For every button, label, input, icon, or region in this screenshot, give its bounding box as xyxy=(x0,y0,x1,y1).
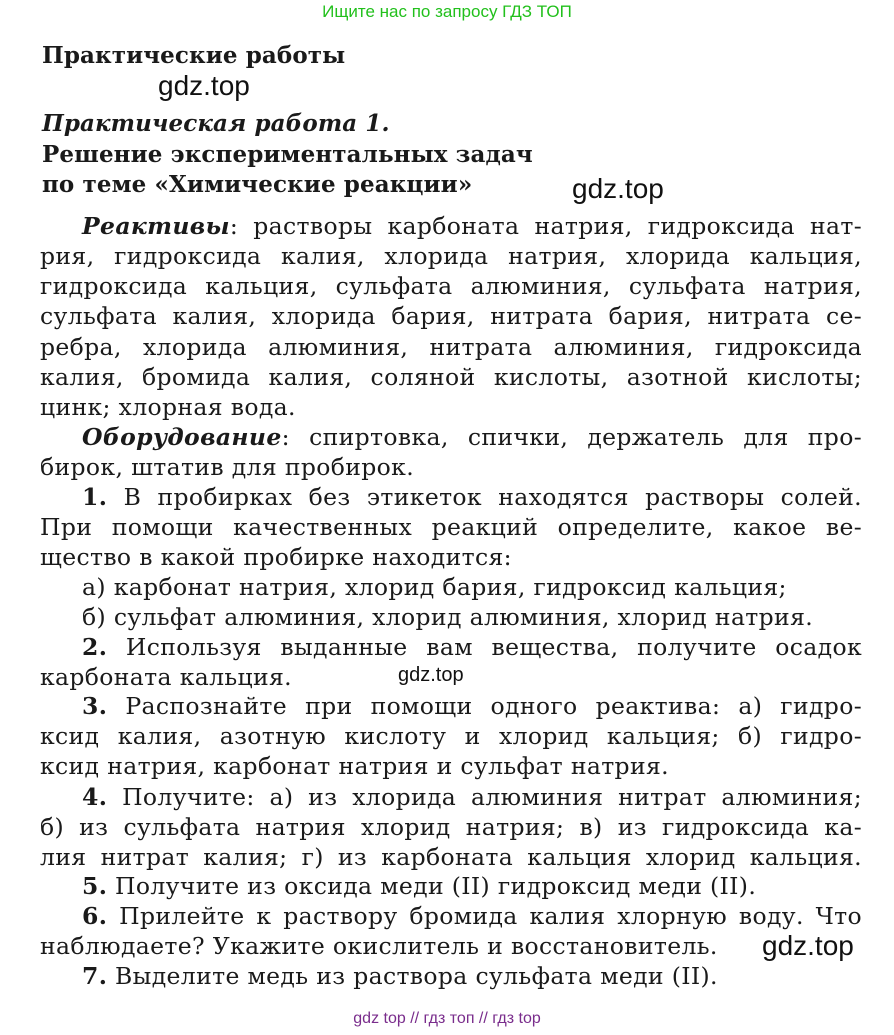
footer-watermark: gdz top // гдз топ // гдз top xyxy=(353,1010,541,1027)
task-line xyxy=(82,692,862,720)
reagents-line: ребра, хлорида алюминия, нитрата алюминия, гидроксида xyxy=(40,333,862,361)
task-line: б) из сульфата натрия хлорид натрия; в) из гидроксида ка- xyxy=(40,813,862,841)
task-line: щество в какой пробирке находится: xyxy=(40,543,512,571)
reagents-line: гидроксида кальция, сульфата алюминия, сульфата натрия, xyxy=(40,272,862,300)
task-line: лия нитрат калия; г) из карбоната кальция хлорид кальция. xyxy=(40,843,862,871)
equipment-label: Оборудование xyxy=(82,423,282,451)
task-line: При помощи качественных реакций определите, какое ве- xyxy=(40,513,862,541)
task-text: Выделите медь из раствора сульфата меди (II). xyxy=(107,962,718,990)
equipment-line: бирок, штатив для пробирок. xyxy=(40,453,415,481)
reagents-line xyxy=(82,212,862,240)
task-number: 5. xyxy=(82,872,108,900)
reagents-line: цинк; хлорная вода. xyxy=(40,393,296,421)
task-number: 6. xyxy=(82,902,108,930)
watermark: gdz.top xyxy=(572,173,664,204)
watermark: gdz.top xyxy=(398,664,464,686)
task-number: 3. xyxy=(82,692,108,720)
task-line xyxy=(82,872,862,900)
watermark: gdz.top xyxy=(158,70,250,101)
reagents-text: : растворы карбоната натрия, гидроксида нат- xyxy=(229,212,862,240)
task-text: Получите из оксида меди (II) гидроксид меди (II). xyxy=(107,872,757,900)
task-line xyxy=(82,483,862,511)
task-text: Прилейте к раствору бромида калия хлорную воду. Что xyxy=(107,902,862,930)
task-text: Получите: а) из хлорида алюминия нитрат алюминия; xyxy=(107,783,862,811)
work-title: Практическая работа 1. xyxy=(42,110,390,137)
equipment-line xyxy=(82,423,862,451)
task-line: наблюдаете? Укажите окислитель и восстановитель. xyxy=(40,932,718,960)
task-line xyxy=(82,962,862,990)
task-line xyxy=(82,783,862,811)
task-line xyxy=(82,633,862,661)
watermark: gdz.top xyxy=(762,930,854,961)
work-subtitle-line-2: по теме «Химические реакции» xyxy=(42,171,473,198)
task-line xyxy=(82,902,862,930)
section-title: Практические работы xyxy=(42,42,346,69)
task-line: а) карбонат натрия, хлорид бария, гидроксид кальция; xyxy=(82,573,787,601)
reagents-line: рия, гидроксида калия, хлорида натрия, хлорида кальция, xyxy=(40,242,862,270)
task-number: 7. xyxy=(82,962,108,990)
task-text: В пробирках без этикеток находятся растворы солей. xyxy=(107,483,862,511)
task-line: ксид калия, азотную кислоту и хлорид кальция; б) гидро- xyxy=(40,722,862,750)
task-line: б) сульфат алюминия, хлорид алюминия, хлорид натрия. xyxy=(82,603,814,631)
work-subtitle-line-1: Решение экспериментальных задач xyxy=(42,141,533,168)
top-banner: Ищите нас по запросу ГДЗ ТОП xyxy=(322,2,572,21)
task-text: Распознайте при помощи одного реактива: а) гидро- xyxy=(107,692,862,720)
reagents-line: сульфата калия, хлорида бария, нитрата бария, нитрата се- xyxy=(40,302,862,330)
reagents-line: калия, бромида калия, соляной кислоты, азотной кислоты; xyxy=(40,363,862,391)
equipment-text: : спиртовка, спички, держатель для про- xyxy=(281,423,862,451)
task-number: 2. xyxy=(82,633,108,661)
task-number: 4. xyxy=(82,783,108,811)
task-line: карбоната кальция. xyxy=(40,663,292,691)
reagents-label: Реактивы xyxy=(82,212,230,240)
task-text: Используя выданные вам вещества, получите осадок xyxy=(107,633,862,661)
task-line: ксид натрия, карбонат натрия и сульфат натрия. xyxy=(40,752,669,780)
task-number: 1. xyxy=(82,483,108,511)
